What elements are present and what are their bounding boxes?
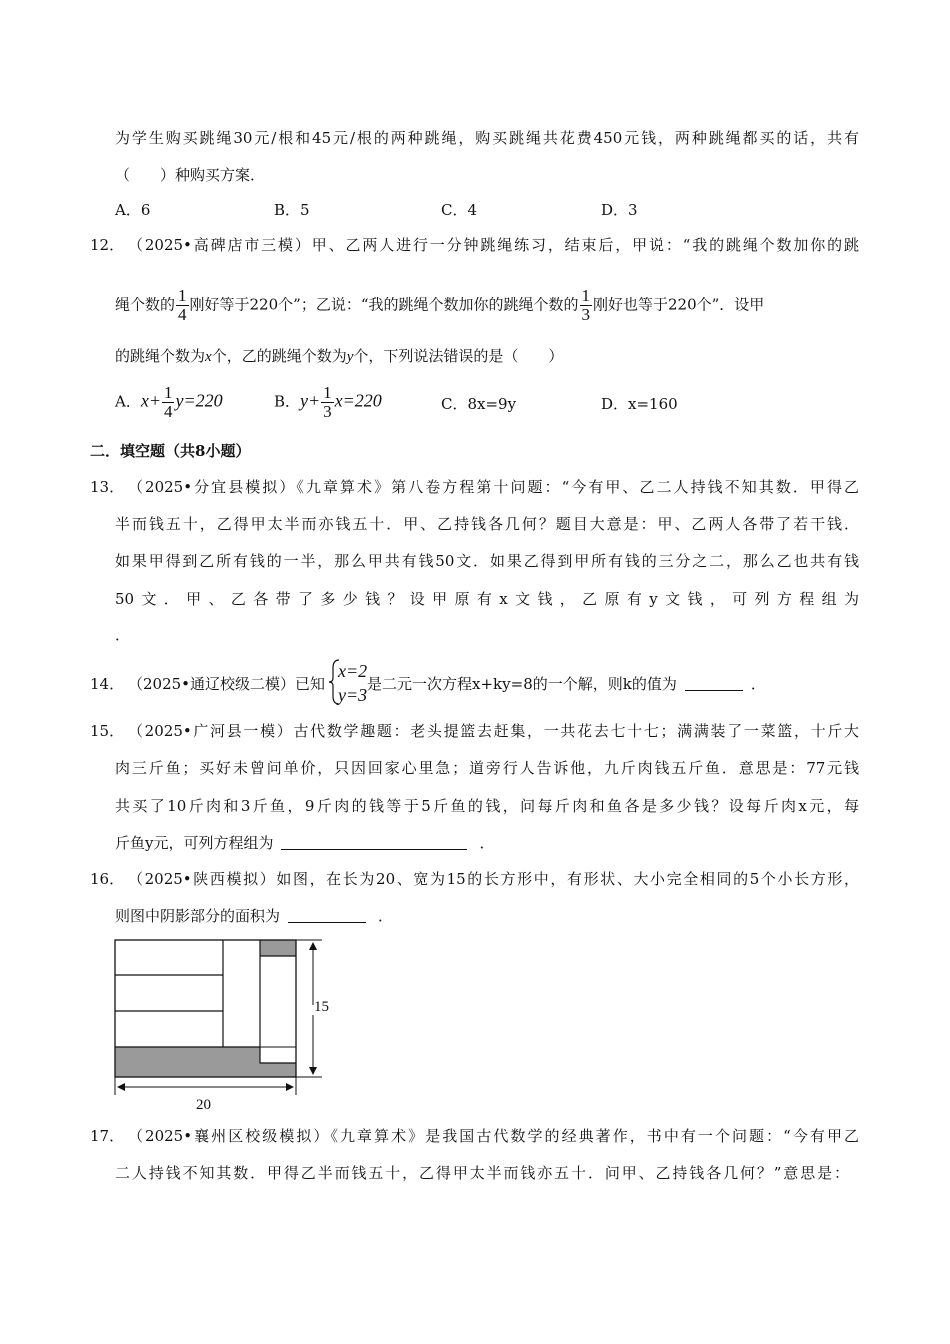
- option-expr-b: x=220: [334, 390, 382, 411]
- fraction-denominator: 3: [323, 402, 332, 421]
- option-expr-a: y+: [300, 390, 321, 411]
- fraction-denominator: 4: [163, 402, 173, 421]
- q12-line2-text-c: 刚好也等于220个”．设甲: [593, 295, 765, 314]
- option-expr-a: x+: [140, 390, 161, 411]
- option-label: B．: [274, 392, 301, 411]
- label-width: 20: [196, 1097, 211, 1113]
- q12-line1: （2025•高碑店市三模）甲、乙两人进行一分钟跳绳练习，结束后，甲说：“我的跳绳个数加你的跳: [128, 236, 859, 254]
- fraction-numerator: 1: [323, 383, 332, 402]
- variable-y: y: [346, 349, 354, 365]
- q14-line: [128, 673, 766, 695]
- q11-option-b: B．5: [274, 201, 310, 219]
- q12-line2-text-a: 绳个数的: [115, 295, 176, 314]
- q15-line2: 肉三斤鱼；买好未曾问单价，只因回家心里急；道旁行人告诉他，九斤肉钱五斤鱼．意思是：77元钱: [115, 759, 859, 777]
- q11-line2: （ ）种购买方案．: [115, 166, 266, 184]
- q11-option-a: A．6: [115, 201, 151, 219]
- q15-line1: （2025•广河县一模）古代数学趣题：老头提篮去赶集，一共花去七十七；满满装了一菜篮，十斤大: [128, 722, 859, 740]
- q14-text-a: （2025•通辽校级二模）已知: [128, 675, 326, 693]
- q16-rectangle-figure: [110, 935, 340, 1115]
- q11-line1: 为学生购买跳绳30元/根和45元/根的两种跳绳，购买跳绳共花费450元钱，两种跳绳都买的话，共有: [115, 129, 859, 147]
- q12-fraction-quarter: [176, 287, 189, 324]
- q14-text-b: 是二元一次方程x+ky=8的一个解，则k的值为: [367, 675, 677, 693]
- q14-number: 14．: [90, 675, 125, 693]
- q13-line1: （2025•分宜县模拟）《九章算术》第八卷方程第十问题：“今有甲、乙二人持钱不知其数．甲得乙: [128, 478, 859, 496]
- fraction-denominator: 4: [178, 305, 187, 324]
- q15-text-a: 斤鱼y元，可列方程组为: [115, 834, 274, 852]
- q12-line3: [115, 345, 563, 368]
- q17-number: 17．: [90, 1127, 125, 1145]
- q12-option-b: [274, 384, 382, 421]
- option-expr-b: y=220: [175, 390, 223, 411]
- q12-number: 12．: [90, 236, 125, 254]
- option-fraction: [162, 384, 175, 421]
- q14-system-eq2: y=3: [338, 685, 368, 705]
- q12-line2-text-b: 刚好等于220个”；乙说：“我的跳绳个数加你的跳绳个数的: [189, 295, 579, 314]
- q14-system-eq1: x=2: [338, 661, 368, 681]
- fraction-numerator: 1: [581, 286, 590, 305]
- q14-text-c: ．: [750, 675, 766, 693]
- q12-line3-text-c: 个，下列说法错误的是（ ）: [353, 347, 564, 365]
- q16-number: 16．: [90, 870, 125, 888]
- q12-option-d: D．x=160: [601, 395, 678, 413]
- q16-text-a: 则图中阴影部分的面积为: [115, 907, 281, 925]
- q12-line3-text-a: 的跳绳个数为: [115, 347, 206, 365]
- q17-line1: （2025•襄州区校级模拟）《九章算术》是我国古代数学的经典著作，书中有一个问题：“今有甲乙: [128, 1127, 859, 1145]
- q12-option-c: C．8x=9y: [441, 395, 517, 413]
- q15-number: 15．: [90, 722, 125, 740]
- q15-line4: [115, 832, 495, 854]
- q13-line3: 如果甲得到乙所有钱的一半，那么甲共有钱50文．如果乙得到甲所有钱的三分之二，那么乙也共有钱: [115, 552, 859, 570]
- q12-line3-text-b: 个，乙的跳绳个数为: [211, 347, 347, 365]
- q12-option-a: [115, 384, 223, 421]
- fraction-numerator: 1: [163, 383, 173, 402]
- q12-fraction-third: [580, 287, 593, 324]
- q16-line2: [115, 905, 393, 927]
- q14-answer-blank[interactable]: [685, 674, 743, 691]
- q16-answer-blank[interactable]: [288, 906, 366, 923]
- option-label: A．: [115, 392, 141, 411]
- q13-line5: ．: [115, 626, 131, 644]
- q13-number: 13．: [90, 478, 125, 496]
- q16-line1: （2025•陕西模拟）如图，在长为20、宽为15的长方形中，有形状、大小完全相同的5个小长方形，: [128, 870, 859, 888]
- q13-line4: 50文．甲、乙各带了多少钱？设甲原有x文钱，乙原有y文钱，可列方程组为: [115, 590, 859, 608]
- q11-option-d: D．3: [601, 201, 638, 219]
- option-fraction: [321, 384, 334, 421]
- fraction-denominator: 3: [581, 305, 590, 324]
- shaded-region-top-right: [260, 940, 296, 956]
- section-title-fill-in: 二．填空题（共8小题）: [90, 442, 251, 460]
- fraction-numerator: 1: [178, 286, 187, 305]
- label-height: 15: [314, 999, 329, 1015]
- variable-x: x: [205, 349, 212, 365]
- q16-text-b: ．: [378, 907, 394, 925]
- q12-line2: [115, 287, 764, 324]
- q13-line2: 半而钱五十，乙得甲太半而亦钱五十．甲、乙持钱各几何？题目大意是：甲、乙两人各带了若干钱．: [115, 515, 859, 533]
- q15-line3: 共买了10斤肉和3斤鱼，9斤肉的钱等于5斤鱼的钱，问每斤肉和鱼各是多少钱？设每斤肉x元，每: [115, 797, 859, 815]
- small-rect-bottom-gap: [260, 1047, 296, 1063]
- q15-text-b: ．: [479, 834, 495, 852]
- q11-option-c: C．4: [441, 201, 478, 219]
- q15-answer-blank[interactable]: [281, 833, 467, 850]
- q17-line2: 二人持钱不知其数．甲得乙半而钱五十，乙得甲太半而钱亦五十．问甲、乙持钱各几何？”意思是：: [115, 1164, 849, 1182]
